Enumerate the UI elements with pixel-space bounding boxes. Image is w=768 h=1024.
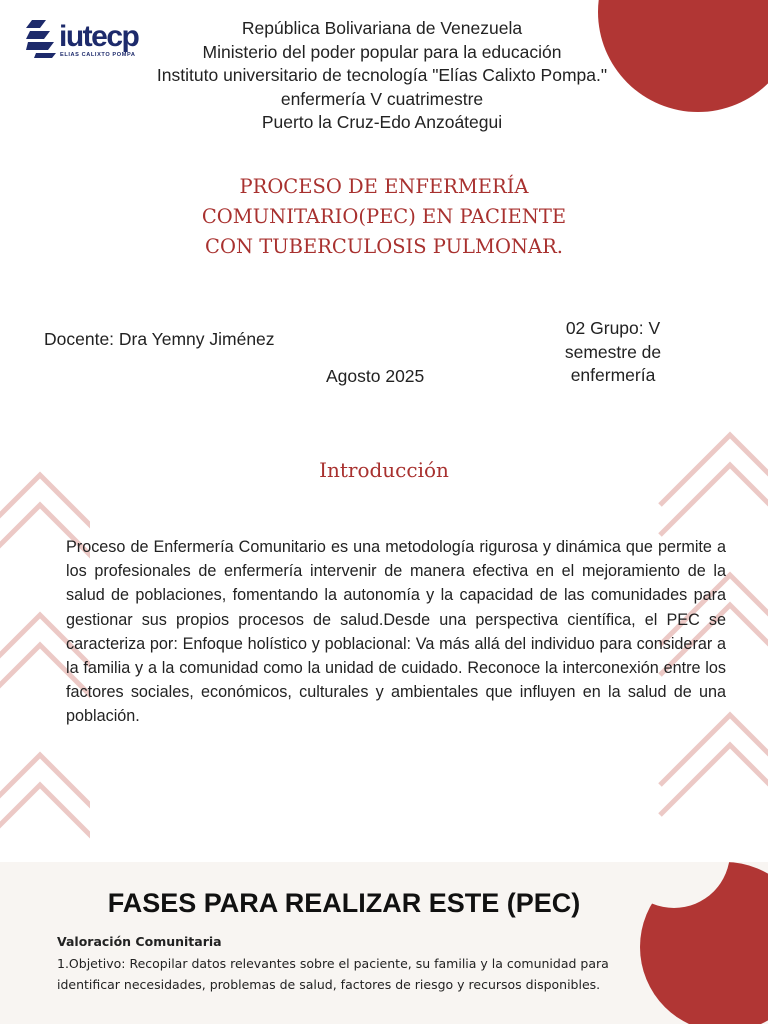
- iutecp-logo-icon: [26, 18, 60, 58]
- document-title: [140, 172, 628, 262]
- header-line: Puerto la Cruz-Edo Anzoátegui: [261, 112, 503, 132]
- header-line: Instituto universitario de tecnología "Elías Calixto Pompa.": [156, 65, 608, 85]
- header-line: Ministerio del poder popular para la educación: [202, 41, 562, 62]
- logo-wordmark: iutecp: [59, 20, 139, 53]
- institution-header: [100, 17, 664, 135]
- phases-section: [0, 862, 768, 1024]
- docente-label: Docente: Dra Yemny Jiménez: [44, 329, 275, 349]
- introduction-heading: Introducción: [319, 458, 449, 482]
- logo-subtext: ELIAS CALIXTO POMPA: [60, 52, 136, 58]
- group-line: 02 Grupo: V: [565, 318, 661, 338]
- title-line: PROCESO DE ENFERMERÍA: [239, 175, 529, 198]
- introduction-paragraph: Proceso de Enfermería Comunitario es una metodología rigurosa y dinámica que permite a los profesionales de enfermería intervenir de manera efectiva en el mejoramiento de la salud de poblaciones, fomentando la autonomía y la capacidad de las comunidades para gestionar sus propios procesos de salud.Desde una perspectiva científica, el PEC se caracteriza por: Enfoque holístico y poblacional: Va más allá del individuo para considerar a la familia y a la comunidad como la unidad de cuidado. Reconoce la interconexión entre los factores sociales, económicos, culturales y ambientales que influyen en la salud de una población.: [66, 538, 726, 726]
- valoracion-paragraph: 1.Objetivo: Recopilar datos relevantes sobre el paciente, su familia y la comunidad para identificar necesidades, problemas de salud, factores de riesgo y recursos disponibles.: [57, 956, 609, 992]
- valoracion-heading: Valoración Comunitaria: [57, 934, 222, 949]
- phases-title: FASES PARA REALIZAR ESTE (PEC): [107, 888, 581, 918]
- header-line: enfermería V cuatrimestre: [280, 88, 484, 109]
- group-line: semestre de: [564, 341, 662, 362]
- header-line: República Bolivariana de Venezuela: [241, 18, 523, 38]
- group-label: [540, 317, 686, 388]
- date-label: Agosto 2025: [326, 366, 425, 386]
- title-line: COMUNITARIO(PEC) EN PACIENTE: [201, 205, 567, 228]
- group-line: enfermería: [570, 365, 656, 385]
- title-line: CON TUBERCULOSIS PULMONAR.: [205, 235, 563, 258]
